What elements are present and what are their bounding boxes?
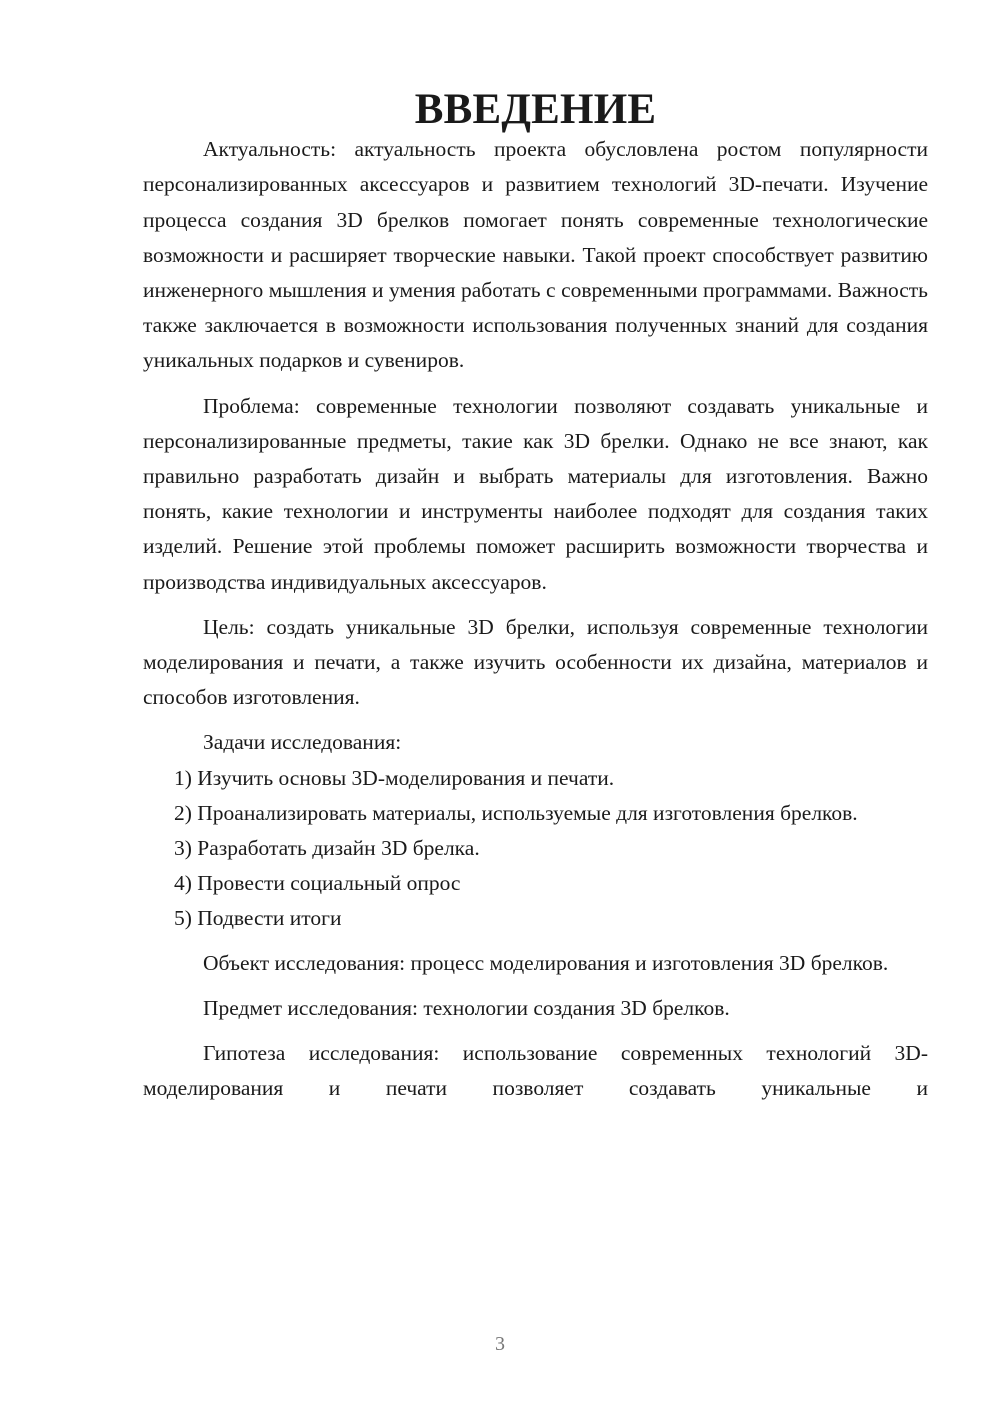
page-heading: ВВЕДЕНИЕ — [414, 86, 657, 133]
paragraph-goal: Цель: создать уникальные 3D брелки, используя современные технологии моделирования и печати, а также изучить особенности их дизайна, материалов и способов изготовления. — [143, 614, 928, 710]
paragraph-subject: Предмет исследования: технологии создания 3D брелков. — [203, 995, 730, 1020]
task-item-5: 5) Подвести итоги — [174, 906, 342, 931]
page-content — [143, 86, 928, 1106]
page-number: 3 — [495, 1333, 505, 1355]
paragraph-problem: Проблема: современные технологии позволяют создавать уникальные и персонализированные предметы, такие как 3D брелки. Однако не все знают, как правильно разработать дизайн и выбрать материалы для изготовления. Важно понять, какие технологии и инструменты наиболее подходят для создания таких изделий. Решение этой проблемы поможет расширить возможности творчества и производства индивидуальных аксессуаров. — [143, 393, 928, 594]
paragraph-relevance: Актуальность: актуальность проекта обусловлена ростом популярности персонализированных аксессуаров и развитием технологий 3D-печати. Изучение процесса создания 3D брелков помогает понять современные технологические возможности и расширяет творческие навыки. Такой проект способствует развитию инженерного мышления и умения работать с современными программами. Важность также заключается в возможности использования полученных знаний для создания уникальных подарков и сувениров. — [143, 137, 928, 373]
task-item-3: 3) Разработать дизайн 3D брелка. — [174, 836, 480, 861]
task-item-4: 4) Провести социальный опрос — [174, 871, 461, 896]
paragraph-hypothesis: Гипотеза исследования: использование современных технологий 3D-моделирования и печати позволяет создавать уникальные и — [143, 1041, 928, 1101]
task-item-2: 2) Проанализировать материалы, используемые для изготовления брелков. — [174, 800, 858, 825]
task-item-1: 1) Изучить основы 3D-моделирования и печати. — [174, 765, 615, 790]
tasks-title: Задачи исследования: — [203, 730, 402, 755]
paragraph-object: Объект исследования: процесс моделирования и изготовления 3D брелков. — [203, 950, 889, 975]
